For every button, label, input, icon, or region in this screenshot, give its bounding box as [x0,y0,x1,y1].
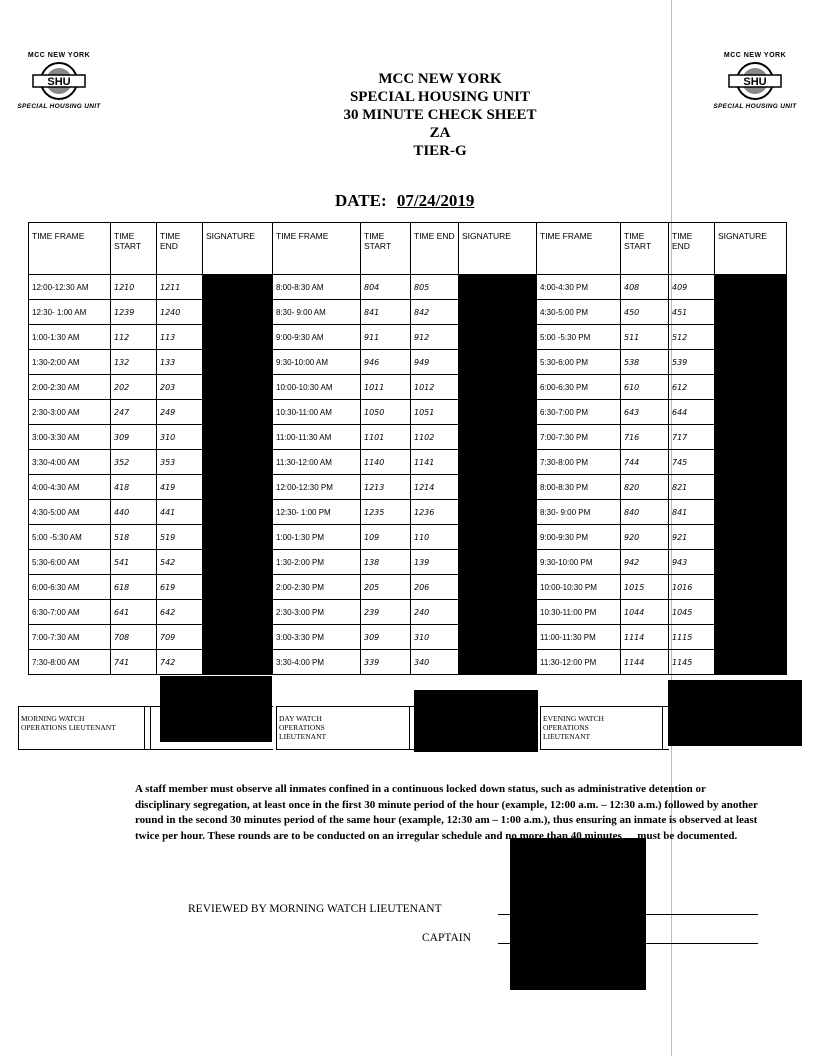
time-frame-cell: 4:30-5:00 AM [29,500,111,525]
time-frame-cell: 8:30- 9:00 PM [537,500,621,525]
time-end-cell: 310 [157,425,203,450]
time-start-cell: 511 [621,325,669,350]
time-frame-cell: 9:00-9:30 AM [273,325,361,350]
time-frame-cell: 9:00-9:30 PM [537,525,621,550]
time-end-cell: 542 [157,550,203,575]
title-line: TIER-G [413,143,467,159]
time-frame-cell: 1:30-2:00 PM [273,550,361,575]
time-start-cell: 716 [621,425,669,450]
time-end-cell: 1214 [411,475,459,500]
instructions-text: A staff member must observe all inmates confined in a continuous locked down status, such as administrative detention or disciplinary segregation, at least once in the first 30 minute period of the hour (example, 12:00 a.m. – 12:30 a.m.) followed by another round in the second 30 minutes period of the same hour (example, 12:30 am – 1:00 a.m.), thus ensuring an inmate is observed at least twice per hour. These rounds are to be conducted on an irregular schedule and no more than 40 minutes [135,783,758,842]
logo-bottom-text: SPECIAL HOUSING UNIT [17,103,101,110]
time-frame-cell: 5:30-6:00 PM [537,350,621,375]
time-end-cell: 419 [157,475,203,500]
time-end-cell: 619 [157,575,203,600]
time-start-cell: 840 [621,500,669,525]
time-start-cell: 309 [361,625,411,650]
document-title [300,70,580,160]
table-row [29,350,787,375]
time-frame-cell: 12:30- 1:00 AM [29,300,111,325]
redaction-block [414,690,538,752]
time-end-cell: 206 [411,575,459,600]
title-line: ZA [429,125,451,141]
time-end-cell: 1115 [669,625,715,650]
time-start-cell: 450 [621,300,669,325]
time-frame-cell: 4:00-4:30 AM [29,475,111,500]
time-frame-cell: 12:30- 1:00 PM [273,500,361,525]
time-start-cell: 541 [111,550,157,575]
time-start-cell: 841 [361,300,411,325]
time-end-cell: 943 [669,550,715,575]
time-start-cell: 1101 [361,425,411,450]
time-end-cell: 709 [157,625,203,650]
time-frame-cell: 7:00-7:30 AM [29,625,111,650]
time-start-cell: 1235 [361,500,411,525]
time-frame-cell: 2:30-3:00 PM [273,600,361,625]
time-start-cell: 1011 [361,375,411,400]
time-frame-cell: 6:00-6:30 PM [537,375,621,400]
time-end-cell: 841 [669,500,715,525]
time-start-cell: 744 [621,450,669,475]
table-row [29,625,787,650]
time-start-cell: 138 [361,550,411,575]
time-end-cell: 139 [411,550,459,575]
time-start-cell: 1114 [621,625,669,650]
time-end-cell: 1045 [669,600,715,625]
time-start-cell: 946 [361,350,411,375]
time-start-cell: 205 [361,575,411,600]
time-end-cell: 842 [411,300,459,325]
time-end-cell: 921 [669,525,715,550]
time-start-cell: 804 [361,275,411,300]
shu-emblem-icon [727,61,783,101]
time-end-cell: 1051 [411,400,459,425]
check-sheet-table [28,222,787,675]
time-frame-cell: 3:00-3:30 AM [29,425,111,450]
time-end-cell: 110 [411,525,459,550]
time-end-cell: 249 [157,400,203,425]
instructions-text-end: must be documented. [637,829,738,842]
title-line: SPECIAL HOUSING UNIT [349,89,531,105]
time-frame-cell: 3:00-3:30 PM [273,625,361,650]
table-row [29,400,787,425]
redaction-block [668,680,802,746]
time-end-cell: 512 [669,325,715,350]
time-frame-cell: 6:30-7:00 AM [29,600,111,625]
column-header: SIGNATURE [715,223,787,275]
time-start-cell: 820 [621,475,669,500]
time-end-cell: 1145 [669,650,715,675]
time-frame-cell: 1:30-2:00 AM [29,350,111,375]
time-frame-cell: 11:30-12:00 PM [537,650,621,675]
column-header: SIGNATURE [459,223,537,275]
logo-top-text: MCC NEW YORK [723,52,787,59]
evening-watch-label: EVENING WATCH OPERATIONS LIEUTENANT [543,714,604,741]
time-start-cell: 309 [111,425,157,450]
time-frame-cell: 12:00-12:30 PM [273,475,361,500]
time-start-cell: 440 [111,500,157,525]
shu-emblem-icon [31,61,87,101]
column-header: TIME FRAME [537,223,621,275]
table-row [29,550,787,575]
column-header: TIME FRAME [273,223,361,275]
time-end-cell: 519 [157,525,203,550]
column-header: TIME END [411,223,459,275]
time-start-cell: 1015 [621,575,669,600]
date-label: DATE: [335,191,387,210]
signature-redaction [715,275,787,675]
time-start-cell: 518 [111,525,157,550]
time-end-cell: 717 [669,425,715,450]
time-end-cell: 451 [669,300,715,325]
time-frame-cell: 6:00-6:30 AM [29,575,111,600]
time-frame-cell: 7:30-8:00 PM [537,450,621,475]
time-end-cell: 642 [157,600,203,625]
time-start-cell: 610 [621,375,669,400]
time-end-cell: 1236 [411,500,459,525]
time-frame-cell: 10:30-11:00 PM [537,600,621,625]
reviewed-by-label: REVIEWED BY MORNING WATCH LIEUTENANT [188,903,442,915]
time-end-cell: 353 [157,450,203,475]
table-row [29,500,787,525]
time-frame-cell: 8:00-8:30 AM [273,275,361,300]
morning-watch-box [18,706,273,750]
time-end-cell: 805 [411,275,459,300]
time-start-cell: 911 [361,325,411,350]
morning-watch-label: MORNING WATCH OPERATIONS LIEUTENANT [21,714,116,732]
day-watch-box [276,706,417,750]
time-frame-cell: 10:30-11:00 AM [273,400,361,425]
time-frame-cell: 3:30-4:00 PM [273,650,361,675]
signature-redaction [459,275,537,675]
time-start-cell: 1050 [361,400,411,425]
time-frame-cell: 7:00-7:30 PM [537,425,621,450]
time-end-cell: 409 [669,275,715,300]
time-end-cell: 1016 [669,575,715,600]
shu-logo-left [4,52,114,110]
time-end-cell: 912 [411,325,459,350]
time-frame-cell: 11:00-11:30 PM [537,625,621,650]
time-end-cell: 1141 [411,450,459,475]
time-frame-cell: 10:00-10:30 PM [537,575,621,600]
time-start-cell: 132 [111,350,157,375]
time-start-cell: 641 [111,600,157,625]
time-start-cell: 1044 [621,600,669,625]
time-frame-cell: 7:30-8:00 AM [29,650,111,675]
signature-redaction [203,275,273,675]
time-end-cell: 113 [157,325,203,350]
time-start-cell: 109 [361,525,411,550]
time-end-cell: 742 [157,650,203,675]
table-row [29,425,787,450]
time-frame-cell: 1:00-1:30 PM [273,525,361,550]
captain-label: CAPTAIN [422,932,471,944]
time-frame-cell: 2:00-2:30 PM [273,575,361,600]
table-header-row [29,223,787,275]
logo-center-text: SHU [47,76,71,88]
shu-logo-right [700,52,810,110]
time-start-cell: 1140 [361,450,411,475]
time-end-cell: 1012 [411,375,459,400]
time-start-cell: 1213 [361,475,411,500]
logo-bottom-text: SPECIAL HOUSING UNIT [713,103,797,110]
date-value: 07/24/2019 [396,191,475,210]
column-header: TIME FRAME [29,223,111,275]
instructions-note [135,782,760,844]
time-end-cell: 949 [411,350,459,375]
time-frame-cell: 4:30-5:00 PM [537,300,621,325]
time-frame-cell: 8:00-8:30 PM [537,475,621,500]
day-watch-label: DAY WATCH OPERATIONS LIEUTENANT [279,714,327,741]
time-frame-cell: 3:30-4:00 AM [29,450,111,475]
captain-signature-line [498,943,758,944]
time-frame-cell: 4:00-4:30 PM [537,275,621,300]
date-line [335,191,474,211]
time-end-cell: 644 [669,400,715,425]
time-end-cell: 1102 [411,425,459,450]
table-row [29,300,787,325]
column-header: TIME START [361,223,411,275]
time-frame-cell: 8:30- 9:00 AM [273,300,361,325]
time-frame-cell: 12:00-12:30 AM [29,275,111,300]
time-start-cell: 708 [111,625,157,650]
time-end-cell: 821 [669,475,715,500]
evening-watch-box [540,706,669,750]
table-row [29,450,787,475]
time-frame-cell: 10:00-10:30 AM [273,375,361,400]
table-row [29,375,787,400]
time-start-cell: 1144 [621,650,669,675]
time-end-cell: 310 [411,625,459,650]
time-frame-cell: 1:00-1:30 AM [29,325,111,350]
time-start-cell: 239 [361,600,411,625]
time-frame-cell: 9:30-10:00 AM [273,350,361,375]
time-start-cell: 247 [111,400,157,425]
column-header: TIME END [157,223,203,275]
time-start-cell: 741 [111,650,157,675]
table-row [29,325,787,350]
time-frame-cell: 5:30-6:00 AM [29,550,111,575]
time-frame-cell: 5:00 -5:30 AM [29,525,111,550]
table-row [29,275,787,300]
time-end-cell: 539 [669,350,715,375]
time-frame-cell: 11:30-12:00 AM [273,450,361,475]
time-start-cell: 202 [111,375,157,400]
time-frame-cell: 11:00-11:30 AM [273,425,361,450]
table-row [29,600,787,625]
time-start-cell: 942 [621,550,669,575]
time-end-cell: 1211 [157,275,203,300]
time-frame-cell: 5:00 -5:30 PM [537,325,621,350]
time-end-cell: 441 [157,500,203,525]
table-row [29,650,787,675]
time-start-cell: 643 [621,400,669,425]
time-start-cell: 112 [111,325,157,350]
title-line: MCC NEW YORK [378,71,502,87]
time-end-cell: 203 [157,375,203,400]
time-end-cell: 612 [669,375,715,400]
time-frame-cell: 6:30-7:00 PM [537,400,621,425]
time-start-cell: 618 [111,575,157,600]
time-start-cell: 1239 [111,300,157,325]
column-header: TIME START [111,223,157,275]
time-start-cell: 538 [621,350,669,375]
time-start-cell: 339 [361,650,411,675]
table-row [29,575,787,600]
table-row [29,525,787,550]
time-start-cell: 1210 [111,275,157,300]
time-start-cell: 352 [111,450,157,475]
time-end-cell: 745 [669,450,715,475]
time-end-cell: 1240 [157,300,203,325]
time-end-cell: 133 [157,350,203,375]
table-row [29,475,787,500]
time-start-cell: 920 [621,525,669,550]
reviewed-by-signature-line [498,914,758,915]
logo-top-text: MCC NEW YORK [27,52,91,59]
column-header: TIME END [669,223,715,275]
title-line: 30 MINUTE CHECK SHEET [343,107,537,123]
time-end-cell: 240 [411,600,459,625]
time-end-cell: 340 [411,650,459,675]
time-frame-cell: 9:30-10:00 PM [537,550,621,575]
time-start-cell: 408 [621,275,669,300]
time-frame-cell: 2:00-2:30 AM [29,375,111,400]
column-header: SIGNATURE [203,223,273,275]
time-frame-cell: 2:30-3:00 AM [29,400,111,425]
column-header: TIME START [621,223,669,275]
time-start-cell: 418 [111,475,157,500]
logo-center-text: SHU [743,76,767,88]
